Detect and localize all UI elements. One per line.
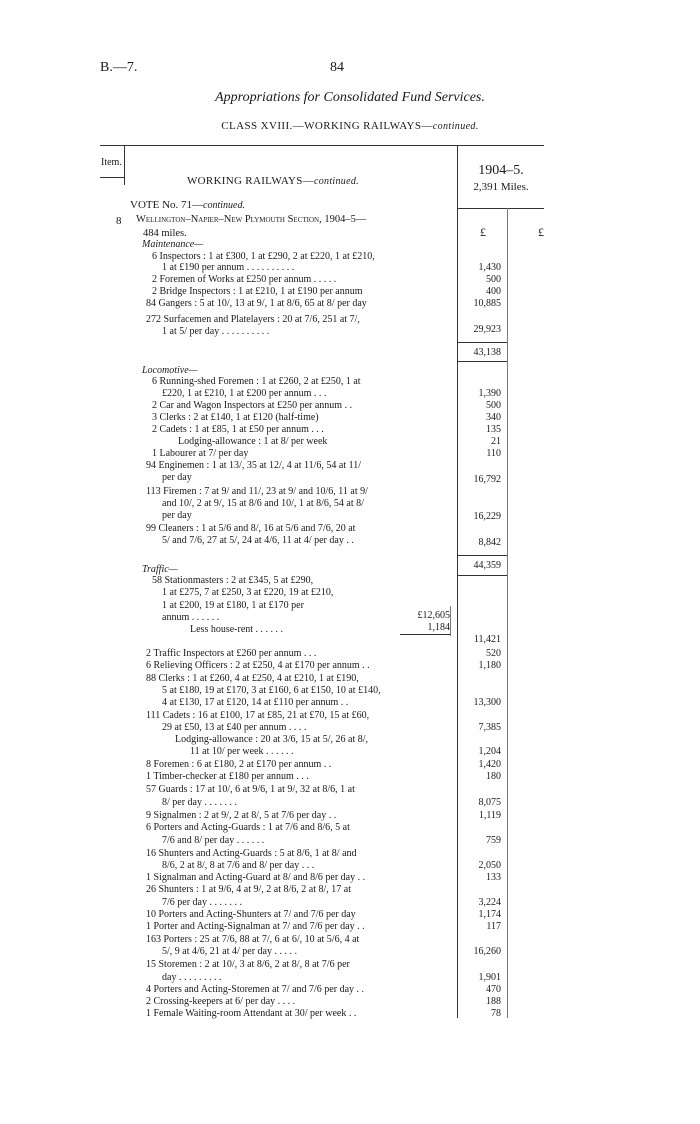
entry-line: 9 Signalmen : 2 at 9/, 2 at 8/, 5 at 7/6 per day . . bbox=[146, 810, 337, 821]
amount: 1,180 bbox=[478, 660, 501, 671]
amount: 1,420 bbox=[478, 759, 501, 770]
amount: 8,075 bbox=[478, 797, 501, 808]
entry-line: 1 at 5/ per day . . . . . . . . . . bbox=[162, 326, 270, 337]
less-column-rule bbox=[450, 606, 451, 636]
class-text: CLASS XVIII.—WORKING RAILWAYS— bbox=[221, 120, 433, 132]
entry-line: per day bbox=[162, 472, 192, 483]
amount: 16,792 bbox=[473, 474, 501, 485]
entry-line: 5/, 9 at 4/6, 21 at 4/ per day . . . . . bbox=[162, 946, 297, 957]
section-year: , 1904–5— bbox=[319, 214, 367, 225]
item-column-rule bbox=[124, 145, 125, 185]
amount: 500 bbox=[486, 274, 501, 285]
entry-line: 163 Porters : 25 at 7/6, 88 at 7/, 6 at 6/, 10 at 5/6, 4 at bbox=[146, 934, 360, 945]
entry-line: and 10/, 2 at 9/, 15 at 8/6 and 10/, 1 at 8/6, 54 at 8/ bbox=[162, 498, 364, 509]
amount: 10,885 bbox=[473, 298, 501, 309]
top-rule bbox=[100, 145, 544, 146]
less-house-rent-label: Less house-rent . . . . . . bbox=[190, 624, 284, 635]
less-house-rent-amount: 1,184 bbox=[427, 622, 450, 633]
amount: 759 bbox=[486, 835, 501, 846]
item-header-rule bbox=[100, 177, 124, 178]
pound-sign-amount: £ bbox=[480, 225, 486, 239]
entry-line: 6 Porters and Acting-Guards : 1 at 7/6 and 8/6, 5 at bbox=[146, 822, 350, 833]
entry-line: annum . . . . . . bbox=[162, 612, 220, 623]
miles-heading: 2,391 Miles. bbox=[473, 181, 529, 193]
vote-heading bbox=[130, 199, 245, 211]
entry-line: 1 Signalman and Acting-Guard at 8/ and 8/6 per day . . bbox=[146, 872, 366, 883]
subtotal-rule-bottom bbox=[457, 575, 507, 576]
entry-line: 2 Traffic Inspectors at £260 per annum . . . bbox=[146, 648, 317, 659]
entry-line: 15 Storemen : 2 at 10/, 3 at 8/6, 2 at 8/, 8 at 7/6 per bbox=[146, 959, 350, 970]
entry-line: 11 at 10/ per week . . . . . . bbox=[190, 746, 294, 757]
amount: 2,050 bbox=[478, 860, 501, 871]
amount: 1,119 bbox=[478, 810, 501, 821]
amount: 1,204 bbox=[478, 746, 501, 757]
amount: 8,842 bbox=[478, 537, 501, 548]
entry-line: 6 Relieving Officers : 2 at £250, 4 at £170 per annum . . bbox=[146, 660, 370, 671]
amount: 16,229 bbox=[473, 511, 501, 522]
entry-line: 26 Shunters : 1 at 9/6, 4 at 9/, 2 at 8/6, 2 at 8/, 17 at bbox=[146, 884, 351, 895]
entry-line: 58 Stationmasters : 2 at £345, 5 at £290, bbox=[152, 575, 314, 586]
amount: 1,901 bbox=[478, 972, 501, 983]
entry-line: 10 Porters and Acting-Shunters at 7/ and 7/6 per day bbox=[146, 909, 356, 920]
entry-line: 1 at £190 per annum . . . . . . . . . . bbox=[162, 262, 295, 273]
entry-line: 111 Cadets : 16 at £100, 17 at £85, 21 at £70, 15 at £60, bbox=[146, 710, 370, 721]
entry-line: 2 Foremen of Works at £250 per annum . . . . . bbox=[152, 274, 337, 285]
year-heading: 1904–5. bbox=[478, 163, 524, 178]
entry-line: 16 Shunters and Acting-Guards : 5 at 8/6, 1 at 8/ and bbox=[146, 848, 357, 859]
item-number: 8 bbox=[116, 215, 122, 227]
entry-line: 8/ per day . . . . . . . bbox=[162, 797, 237, 808]
entry-line: day . . . . . . . . . bbox=[162, 972, 222, 983]
entry-line: 8/6, 2 at 8/, 8 at 7/6 and 8/ per day . . . bbox=[162, 860, 315, 871]
entry-line: 3 Clerks : 2 at £140, 1 at £120 (half-time) bbox=[152, 412, 319, 423]
stationmasters-net: 11,421 bbox=[473, 634, 501, 645]
subtotal: 44,359 bbox=[473, 560, 501, 571]
entry-line: 1 at £200, 19 at £180, 1 at £170 per bbox=[162, 600, 304, 611]
entry-line: 8 Foremen : 6 at £180, 2 at £170 per annum . . bbox=[146, 759, 332, 770]
category-maintenance: Maintenance— bbox=[142, 239, 204, 250]
section-continued: continued. bbox=[314, 176, 359, 187]
subtotal-rule bbox=[457, 555, 507, 556]
category-traffic: Traffic— bbox=[142, 564, 178, 575]
section-heading bbox=[187, 175, 359, 187]
entry-line: 4 at £130, 17 at £120, 14 at £110 per annum . . bbox=[162, 697, 349, 708]
entry-line: 2 Bridge Inspectors : 1 at £210, 1 at £190 per annum bbox=[152, 286, 363, 297]
amount: 29,923 bbox=[473, 324, 501, 335]
entry-line: 99 Cleaners : 1 at 5/6 and 8/, 16 at 5/6 and 7/6, 20 at bbox=[146, 523, 356, 534]
year-header-rule bbox=[457, 208, 544, 209]
pound-sign-total: £ bbox=[538, 225, 544, 239]
amount: 133 bbox=[486, 872, 501, 883]
amount: 3,224 bbox=[478, 897, 501, 908]
entry-line: 84 Gangers : 5 at 10/, 13 at 9/, 1 at 8/6, 65 at 8/ per day bbox=[146, 298, 367, 309]
entry-line: 6 Inspectors : 1 at £300, 1 at £290, 2 at £220, 1 at £210, bbox=[152, 251, 375, 262]
section-title: WORKING RAILWAYS— bbox=[187, 175, 315, 187]
entry-line: Lodging-allowance : 1 at 8/ per week bbox=[178, 436, 328, 447]
amount: 400 bbox=[486, 286, 501, 297]
amount: 340 bbox=[486, 412, 501, 423]
entry-line: 1 Porter and Acting-Signalman at 7/ and 7/6 per day . . bbox=[146, 921, 365, 932]
entry-line: per day bbox=[162, 510, 192, 521]
total-column-rule bbox=[507, 208, 508, 1018]
amount: 1,390 bbox=[478, 388, 501, 399]
amount: 470 bbox=[486, 984, 501, 995]
entry-line: 2 Cadets : 1 at £85, 1 at £50 per annum . . . bbox=[152, 424, 324, 435]
amount: 520 bbox=[486, 648, 501, 659]
amount: 13,300 bbox=[473, 697, 501, 708]
subtotal-rule-bottom bbox=[457, 361, 507, 362]
entry-line: 5 at £180, 19 at £170, 3 at £160, 6 at £150, 10 at £140, bbox=[162, 685, 381, 696]
amount: 1,430 bbox=[478, 262, 501, 273]
entry-line: 2 Crossing-keepers at 6/ per day . . . . bbox=[146, 996, 296, 1007]
class-heading bbox=[0, 120, 700, 132]
entry-line: 94 Enginemen : 1 at 13/, 35 at 12/, 4 at 11/6, 54 at 11/ bbox=[146, 460, 362, 471]
entry-line: 1 Labourer at 7/ per day bbox=[152, 448, 249, 459]
section-name-line bbox=[136, 214, 366, 225]
vote-label: VOTE No. 71— bbox=[130, 199, 204, 211]
amount: 21 bbox=[491, 436, 501, 447]
entry-line: 7/6 per day . . . . . . . bbox=[162, 897, 242, 908]
amount: 78 bbox=[491, 1008, 501, 1019]
stationmasters-gross: £12,605 bbox=[417, 610, 450, 621]
section-name: Wellington–Napier–New Plymouth Section bbox=[136, 214, 320, 225]
entry-line: 7/6 and 8/ per day . . . . . . bbox=[162, 835, 265, 846]
category-locomotive: Locomotive— bbox=[142, 365, 198, 376]
amount: 16,260 bbox=[473, 946, 501, 957]
page-title: Appropriations for Consolidated Fund Services. bbox=[215, 90, 485, 105]
entry-line: 113 Firemen : 7 at 9/ and 11/, 23 at 9/ and 10/6, 11 at 9/ bbox=[146, 486, 368, 497]
item-column-header: Item. bbox=[101, 157, 122, 168]
entry-line: £220, 1 at £210, 1 at £200 per annum . . . bbox=[162, 388, 327, 399]
class-continued: continued. bbox=[432, 121, 479, 132]
less-rule bbox=[400, 634, 451, 635]
amount: 1,174 bbox=[478, 909, 501, 920]
entry-line: 2 Car and Wagon Inspectors at £250 per annum . . bbox=[152, 400, 353, 411]
entry-line: 4 Porters and Acting-Storemen at 7/ and 7/6 per day . . bbox=[146, 984, 365, 995]
entry-line: 272 Surfacemen and Platelayers : 20 at 7/6, 251 at 7/, bbox=[146, 314, 360, 325]
entry-line: 1 Timber-checker at £180 per annum . . . bbox=[146, 771, 309, 782]
section-miles: 484 miles. bbox=[143, 228, 187, 239]
amount: 110 bbox=[486, 448, 501, 459]
vote-continued: continued. bbox=[203, 200, 245, 211]
amount: 7,385 bbox=[478, 722, 501, 733]
subtotal: 43,138 bbox=[473, 347, 501, 358]
document-reference: B.—7. bbox=[100, 60, 138, 75]
amount: 135 bbox=[486, 424, 501, 435]
amount: 180 bbox=[486, 771, 501, 782]
amount: 117 bbox=[486, 921, 501, 932]
entry-line: 5/ and 7/6, 27 at 5/, 24 at 4/6, 11 at 4/ per day . . bbox=[162, 535, 354, 546]
page-number: 84 bbox=[330, 60, 344, 75]
entry-line: 57 Guards : 17 at 10/, 6 at 9/6, 1 at 9/, 32 at 8/6, 1 at bbox=[146, 784, 355, 795]
entry-line: 88 Clerks : 1 at £260, 4 at £250, 4 at £210, 1 at £190, bbox=[146, 673, 359, 684]
entry-line: 29 at £50, 13 at £40 per annum . . . . bbox=[162, 722, 307, 733]
amount: 188 bbox=[486, 996, 501, 1007]
amount: 500 bbox=[486, 400, 501, 411]
subtotal-rule bbox=[457, 342, 507, 343]
entry-line: Lodging-allowance : 20 at 3/6, 15 at 5/, 26 at 8/, bbox=[175, 734, 369, 745]
entry-line: 1 at £275, 7 at £250, 3 at £220, 19 at £210, bbox=[162, 587, 334, 598]
entry-line: 6 Running-shed Foremen : 1 at £260, 2 at £250, 1 at bbox=[152, 376, 361, 387]
entry-line: 1 Female Waiting-room Attendant at 30/ per week . . bbox=[146, 1008, 357, 1019]
